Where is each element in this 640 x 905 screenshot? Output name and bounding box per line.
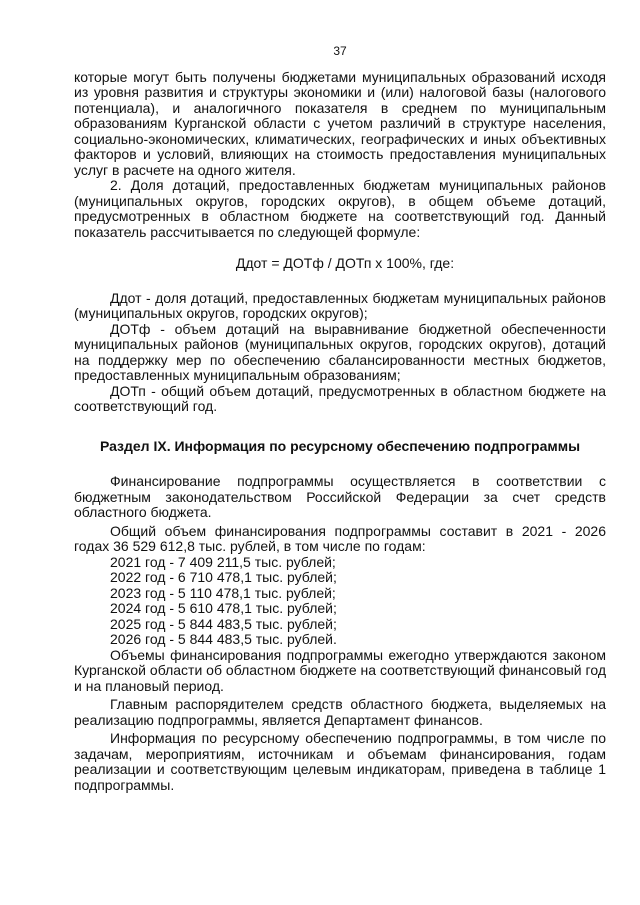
page-number: 37 [333, 44, 347, 58]
paragraph-resource-info: Информация по ресурсному обеспечению подпрограммы, в том числе по задачам, мероприятиям, источникам и объемам финансирования, годам реализации и соответствующим целевым индикаторам, приведена в таблице 1 подпрограммы. [74, 730, 606, 793]
list-item: 2023 год - 5 110 478,1 тыс. рублей; [110, 584, 336, 601]
document-page [74, 44, 606, 793]
section-title: Раздел IX. Информация по ресурсному обеспечению подпрограммы [99, 437, 581, 454]
year-financing-list [74, 555, 606, 648]
definition-ddot: Ддот - доля дотаций, предоставленных бюджетам муниципальных районов (муниципальных округов, городских округов); [74, 289, 606, 321]
list-item: 2026 год - 5 844 483,5 тыс. рублей. [110, 631, 337, 647]
formula: Ддот = ДОТф / ДОТп x 100%, где: [235, 255, 455, 271]
definition-dotf: ДОТф - объем дотаций на выравнивание бюджетной обеспеченности муниципальных районов (муниципальных округов, городских округов), дотаций на поддержку мер по обеспечению сбалансированности местных бюджетов, предоставленных муниципальным образованиям; [74, 320, 606, 383]
list-item: 2022 год - 6 710 478,1 тыс. рублей; [110, 569, 337, 585]
paragraph-main-manager: Главным распорядителем средств областного бюджета, выделяемых на реализацию подпрограммы, является Департамент финансов. [74, 696, 606, 728]
list-item: 2024 год - 5 610 478,1 тыс. рублей; [110, 600, 337, 616]
paragraph-continuation: которые могут быть получены бюджетами муниципальных образований исходя из уровня развития и структуры экономики и (или) налоговой базы (налогового потенциала), и аналогичного показателя в среднем по муниципальным образованиям Курганской области с учетом различий в структуре населения, социально-экономических, климатических, географических и иных объективных факторов и условий, влияющих на стоимость предоставления муниципальных услуг в расчете на одного жителя. [74, 68, 606, 178]
paragraph-total-financing: Общий объем финансирования подпрограммы составит в 2021 - 2026 годах 36 529 612,8 тыс. рублей, в том числе по годам: [74, 522, 606, 554]
definition-dotp: ДОТп - общий объем дотаций, предусмотренных в областном бюджете на соответствующий год. [74, 382, 606, 414]
paragraph-indicator-2: 2. Доля дотаций, предоставленных бюджетам муниципальных районов (муниципальных округов, городских округов), в общем объеме дотаций, предусмотренных в областном бюджете на соответствующий год. Данный показатель рассчитывается по следующей формуле: [74, 177, 606, 240]
paragraph-financing-source: Финансирование подпрограммы осуществляется в соответствии с бюджетным законодательством Российской Федерации за счет средств областного бюджета. [74, 473, 606, 520]
list-item: 2021 год - 7 409 211,5 тыс. рублей; [110, 553, 336, 570]
paragraph-annual-approval: Объемы финансирования подпрограммы ежегодно утверждаются законом Курганской области об областном бюджете на соответствующий финансовый год и на плановый период. [74, 646, 606, 694]
list-item: 2025 год - 5 844 483,5 тыс. рублей; [110, 615, 337, 632]
